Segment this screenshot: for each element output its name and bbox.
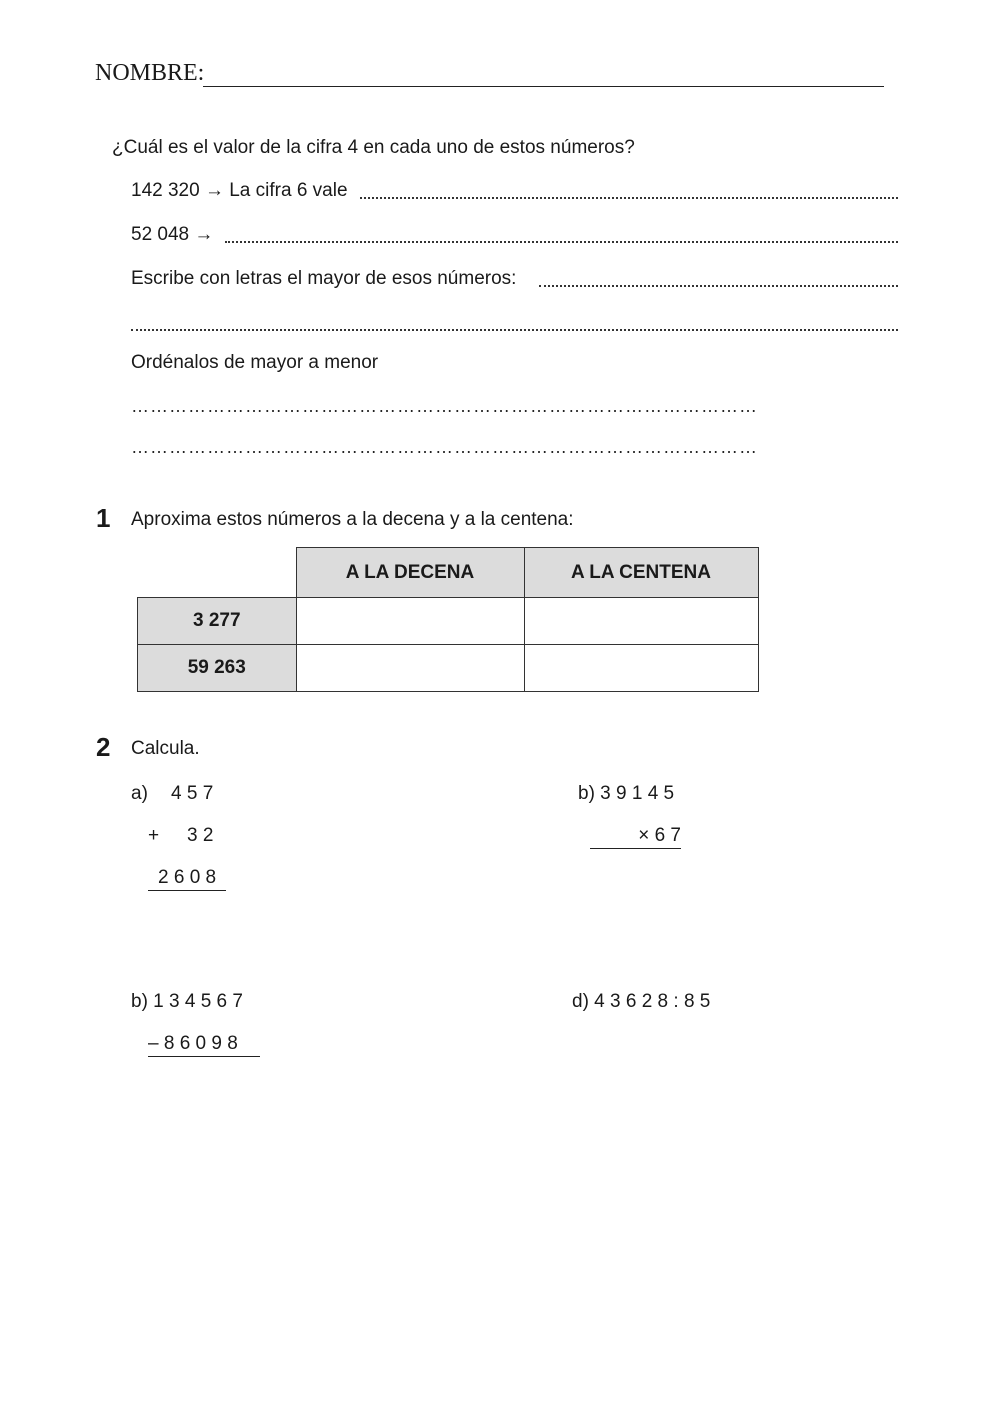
header-centena: A LA CENTENA [524, 548, 758, 598]
table-row [138, 645, 759, 692]
name-label: NOMBRE: [95, 60, 205, 86]
op-c-subtrahend-text: – 8 6 0 9 8 [148, 1033, 260, 1057]
name-line[interactable] [203, 86, 884, 87]
op-a-number-3 [148, 867, 226, 891]
answer-line-letters-2[interactable] [131, 329, 898, 331]
order-answer-line-2[interactable]: ……………………………………………………………………………………… [131, 437, 758, 457]
op-b-multiplier-text: × 6 7 [590, 825, 681, 849]
answer-line-letters-1[interactable] [539, 285, 898, 287]
question-text: ¿Cuál es el valor de la cifra 4 en cada uno de estos números? [112, 137, 635, 158]
write-letters-prompt: Escribe con letras el mayor de esos números: [131, 268, 517, 289]
row-label: 3 277 [138, 598, 297, 645]
cell-decena[interactable] [296, 645, 524, 692]
op-a-number-2: 3 2 [187, 825, 214, 846]
exercise-2-instruction: Calcula. [131, 738, 200, 759]
op-c-subtrahend [148, 1033, 260, 1057]
op-a-number-1: 4 5 7 [171, 783, 214, 804]
order-prompt: Ordénalos de mayor a menor [131, 352, 379, 373]
op-a-plus-sign: + [148, 825, 160, 846]
op-a-label: a) [131, 783, 148, 804]
approximation-table [137, 547, 759, 692]
cell-decena[interactable] [296, 598, 524, 645]
exercise-1-number: 1 [96, 503, 111, 533]
exercise-2-number: 2 [96, 732, 111, 762]
op-c-label: b) 1 3 4 5 6 7 [131, 991, 243, 1012]
op-d-label: d) 4 3 6 2 8 : 8 5 [572, 991, 711, 1012]
op-b-multiplier [590, 825, 681, 849]
answer-line-52048[interactable] [225, 241, 898, 243]
cell-centena[interactable] [524, 645, 758, 692]
header-decena: A LA DECENA [296, 548, 524, 598]
row-label: 59 263 [138, 645, 297, 692]
op-a-number-3-text: 2 6 0 8 [148, 867, 226, 891]
table-header-row [138, 548, 759, 598]
order-answer-line-1[interactable]: ……………………………………………………………………………………… [131, 396, 758, 416]
table-row [138, 598, 759, 645]
cell-centena[interactable] [524, 598, 758, 645]
op-b-label: b) 3 9 1 4 5 [578, 783, 675, 804]
exercise-1-instruction: Aproxima estos números a la decena y a la centena: [131, 509, 574, 530]
line-52048: 52 048 → [131, 224, 214, 245]
table-corner [138, 548, 297, 598]
answer-line-142320[interactable] [360, 197, 898, 199]
line-142320: 142 320 → La cifra 6 vale [131, 180, 348, 201]
